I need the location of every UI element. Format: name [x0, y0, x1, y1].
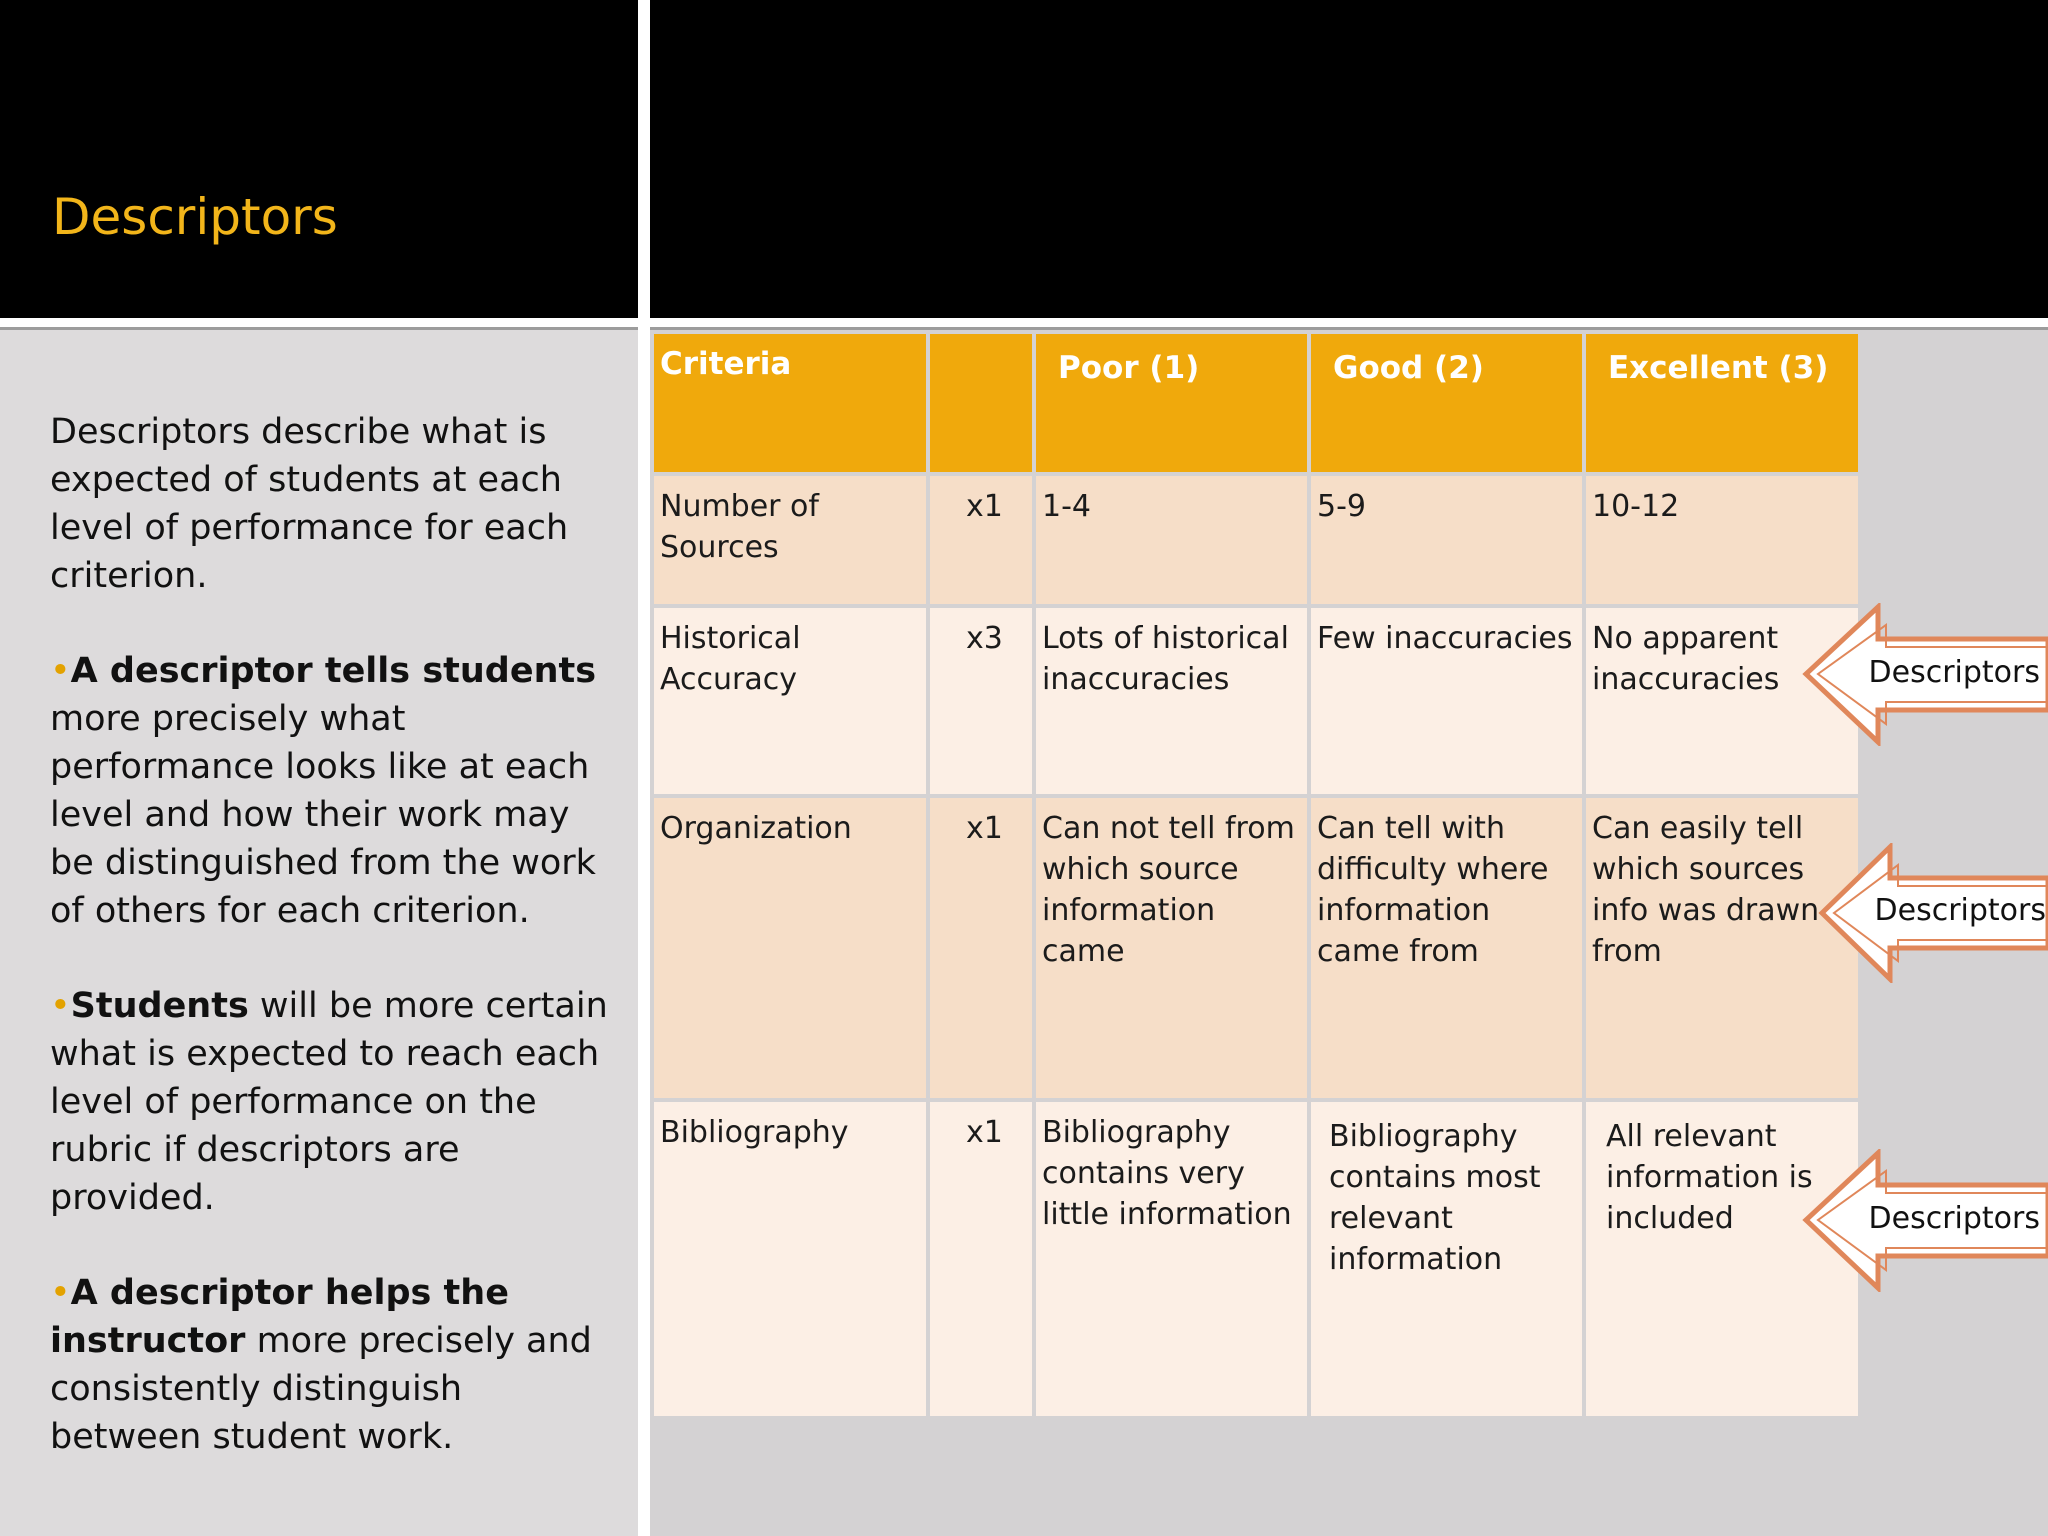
bullet-2 — [50, 982, 615, 1222]
bullet-marker: • — [50, 986, 71, 1026]
good-cell: Bibliography contains most relevant information — [1311, 1102, 1582, 1416]
weight-cell: x1 — [930, 476, 1032, 604]
bullet-marker: • — [50, 1273, 71, 1313]
descriptors-callout-2 — [1818, 843, 2048, 983]
callout-label: Descriptors — [1874, 893, 2046, 928]
callout-label: Descriptors — [1868, 655, 2040, 690]
header-criteria: Criteria — [654, 334, 926, 472]
poor-cell: Bibliography contains very little information — [1036, 1102, 1307, 1416]
title-bar-right — [650, 0, 2048, 318]
excellent-cell: 10-12 — [1586, 476, 1858, 604]
header-good: Good (2) — [1311, 334, 1582, 472]
criteria-cell: Organization — [654, 798, 926, 1098]
slide-title: Descriptors — [52, 188, 338, 246]
horizontal-divider-right — [650, 318, 2048, 330]
excellent-cell: All relevant information is included — [1586, 1102, 1858, 1416]
bullet-2-bold: Students — [70, 986, 249, 1026]
poor-cell: Can not tell from which source information came — [1036, 798, 1307, 1098]
header-poor: Poor (1) — [1036, 334, 1307, 472]
bullet-1-bold: A descriptor tells students — [70, 651, 597, 691]
weight-cell: x1 — [930, 798, 1032, 1098]
rubric-table — [650, 330, 1862, 1420]
criteria-cell: Historical Accuracy — [654, 608, 926, 794]
bullet-2-text: will be more certain what is expected to reach each level of performance on the rubric if descriptors are provided. — [50, 986, 608, 1218]
descriptors-callout-1 — [1802, 603, 2048, 746]
rubric-header-row — [654, 334, 1858, 472]
bullet-3 — [50, 1269, 615, 1461]
weight-cell: x3 — [930, 608, 1032, 794]
weight-cell: x1 — [930, 1102, 1032, 1416]
excellent-cell: No apparent inaccuracies — [1586, 608, 1858, 794]
header-excellent: Excellent (3) — [1586, 334, 1858, 472]
body-text — [50, 408, 615, 1508]
excellent-cell: Can easily tell which sources info was drawn from — [1586, 798, 1858, 1098]
bullet-3-bold: A descriptor helps the — [70, 1273, 509, 1313]
criteria-cell: Bibliography — [654, 1102, 926, 1416]
poor-cell: Lots of historical inaccuracies — [1036, 608, 1307, 794]
descriptors-callout-3 — [1802, 1149, 2048, 1292]
title-bar-left — [0, 0, 638, 318]
criteria-cell: Number of Sources — [654, 476, 926, 604]
poor-cell: 1-4 — [1036, 476, 1307, 604]
horizontal-divider-left — [0, 318, 638, 330]
good-cell: 5-9 — [1311, 476, 1582, 604]
good-cell: Can tell with difficulty where information came from — [1311, 798, 1582, 1098]
callout-label: Descriptors — [1868, 1201, 2040, 1236]
vertical-divider — [638, 0, 650, 1536]
bullet-3-text: more precisely and consistently distinguish between student work. — [50, 1321, 592, 1457]
bullet-1-text: more precisely what performance looks like at each level and how their work may be distinguished from the work of others for each criterion. — [50, 699, 596, 931]
table-row — [654, 798, 1858, 1098]
good-cell: Few inaccuracies — [1311, 608, 1582, 794]
table-row — [654, 608, 1858, 794]
bullet-3-bold-2: instructor — [50, 1321, 246, 1361]
bullet-marker: • — [50, 651, 71, 691]
table-row — [654, 476, 1858, 604]
intro-paragraph: Descriptors describe what is expected of students at each level of performance for each criterion. — [50, 412, 569, 596]
header-weight — [930, 334, 1032, 472]
table-row — [654, 1102, 1858, 1416]
bullet-1 — [50, 647, 615, 935]
